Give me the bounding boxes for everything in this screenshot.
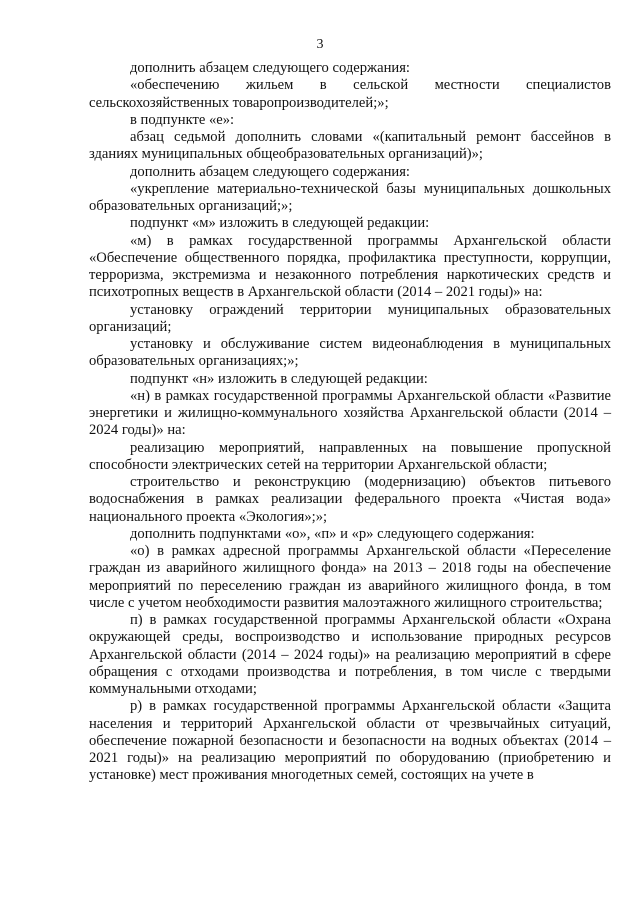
paragraph: подпункт «м» изложить в следующей редакции: bbox=[130, 215, 430, 232]
paragraph: в подпункте «е»: bbox=[130, 111, 235, 128]
page-number: 3 bbox=[316, 37, 324, 52]
paragraph: р) в рамках государственной программы Архангельской области «Защита населения и территорий Архангельской области от чрезвычайных ситуаций, обеспечение пожарной безопасности и безопасности на водных объектах (2014 – 2021 годы)» на реализацию мероприятий по оборудованию (приобретению и установке) мест проживания многодетных семей, состоящих на учете в bbox=[89, 698, 611, 784]
paragraph: абзац седьмой дополнить словами «(капитальный ремонт бассейнов в зданиях муниципальных общеобразовательных организаций)»; bbox=[89, 129, 611, 163]
paragraph: дополнить абзацем следующего содержания: bbox=[130, 163, 410, 180]
paragraph: установку ограждений территории муниципальных образовательных организаций; bbox=[89, 301, 611, 335]
paragraph: дополнить абзацем следующего содержания: bbox=[130, 60, 410, 76]
paragraph: установку и обслуживание систем видеонаблюдения в муниципальных образовательных организациях;»; bbox=[89, 336, 611, 370]
paragraph: строительство и реконструкцию (модернизацию) объектов питьевого водоснабжения в рамках реализации федерального проекта «Чистая вода» национального проекта «Экология»;»; bbox=[89, 474, 611, 525]
paragraph: «о) в рамках адресной программы Архангельской области «Переселение граждан из аварийного жилищного фонда» на 2013 – 2018 годы на обеспечение мероприятий по переселению граждан из аварийного жилищного фонда, в том числе с учетом необходимости развития малоэтажного жилищного строительства; bbox=[89, 543, 611, 611]
paragraph: «н) в рамках государственной программы Архангельской области «Развитие энергетики и жилищно-коммунального хозяйства Архангельской области (2014 – 2024 годы)» на: bbox=[89, 387, 611, 439]
paragraph: реализацию мероприятий, направленных на повышение пропускной способности электрических сетей на территории Архангельской области; bbox=[89, 439, 611, 473]
document-body bbox=[89, 60, 611, 785]
paragraph: п) в рамках государственной программы Архангельской области «Охрана окружающей среды, воспроизводство и использование природных ресурсов Архангельской области (2014 – 2024 годы)» на реализацию мероприятий в сфере обращения с отходами производства и потребления, в том числе с твердыми коммунальными отходами; bbox=[89, 612, 611, 697]
paragraph: «укрепление материально-технической базы муниципальных дошкольных образовательных организаций;»; bbox=[89, 180, 611, 214]
paragraph: подпункт «н» изложить в следующей редакции: bbox=[130, 370, 428, 387]
paragraph: «м) в рамках государственной программы Архангельской области «Обеспечение общественного порядка, профилактика преступности, коррупции, терроризма, экстремизма и незаконного потребления наркотических средств и психотропных веществ в Архангельской области (2014 – 2021 годы)» на: bbox=[89, 232, 611, 301]
paragraph: дополнить подпунктами «о», «п» и «р» следующего содержания: bbox=[130, 525, 535, 542]
paragraph: «обеспечению жильем в сельской местности специалистов сельскохозяйственных товаропроизводителей;»; bbox=[89, 77, 611, 111]
